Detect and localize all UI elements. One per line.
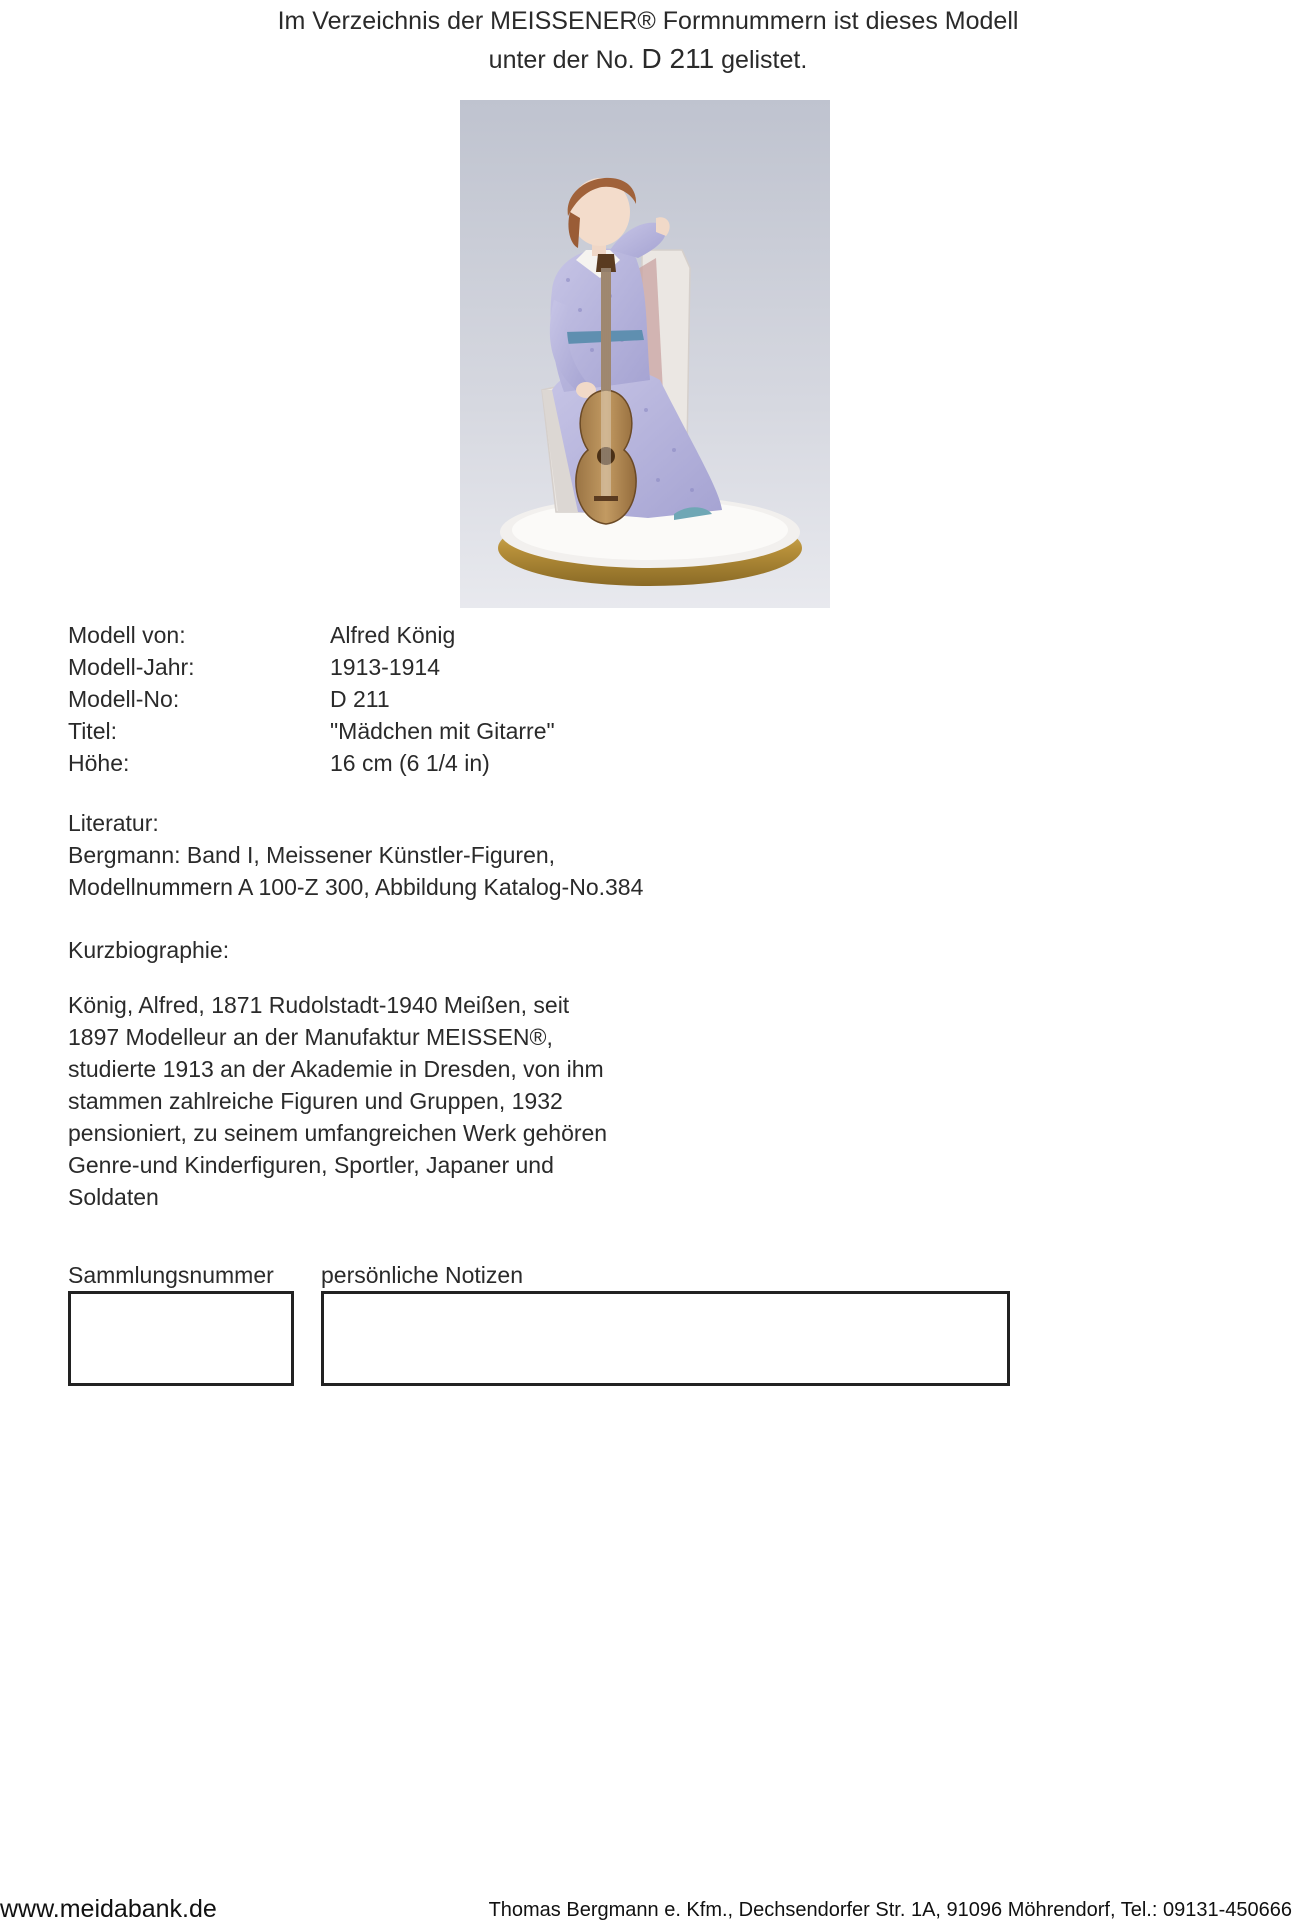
- footer-website: www.meidabank.de: [0, 1895, 217, 1923]
- figurine-photo: [460, 100, 830, 608]
- collection-number-field[interactable]: [68, 1291, 294, 1386]
- detail-label: Höhe:: [68, 750, 130, 776]
- literature-heading: Literatur:: [68, 810, 159, 836]
- header-prefix: unter der No.: [488, 46, 635, 74]
- detail-value: "Mädchen mit Gitarre": [330, 718, 555, 744]
- personal-notes-label: persönliche Notizen: [321, 1262, 524, 1288]
- detail-row-author: [68, 619, 555, 651]
- personal-notes-field[interactable]: [321, 1291, 1010, 1386]
- biography-line: König, Alfred, 1871 Rudolstadt-1940 Meißen, seit: [68, 992, 570, 1018]
- biography-line: stammen zahlreiche Figuren und Gruppen, 1932: [68, 1088, 563, 1114]
- biography-line: 1897 Modelleur an der Manufaktur MEISSEN®,: [68, 1024, 553, 1050]
- footer-address: Thomas Bergmann e. Kfm., Dechsendorfer Str. 1A, 91096 Möhrendorf, Tel.: 09131-450666: [488, 1899, 1292, 1921]
- detail-label: Modell von:: [68, 622, 186, 648]
- figurine-illustration: [460, 100, 830, 608]
- literature-line: Modellnummern A 100-Z 300, Abbildung Katalog-No.384: [68, 874, 644, 900]
- detail-label: Titel:: [68, 718, 117, 744]
- detail-label: Modell-No:: [68, 686, 180, 712]
- collection-number-label: Sammlungsnummer: [68, 1262, 274, 1288]
- detail-row-year: [68, 651, 555, 683]
- detail-row-title: [68, 715, 555, 747]
- detail-value: Alfred König: [330, 622, 456, 648]
- header-suffix: gelistet.: [721, 46, 808, 74]
- literature-line: Bergmann: Band I, Meissener Künstler-Figuren,: [68, 842, 556, 868]
- biography-line: Soldaten: [68, 1184, 159, 1210]
- biography-line: pensioniert, zu seinem umfangreichen Werk gehören: [68, 1120, 608, 1146]
- page-header: [0, 2, 1296, 79]
- header-line-1: Im Verzeichnis der MEISSENER® Formnummern ist dieses Modell: [277, 7, 1019, 35]
- biography-text: [68, 989, 628, 1213]
- detail-row-model-no: [68, 683, 555, 715]
- detail-row-height: [68, 747, 555, 779]
- literature-section: [68, 807, 643, 903]
- biography-line: studierte 1913 an der Akademie in Dresden, von ihm: [68, 1056, 604, 1082]
- header-model-number: D 211: [641, 43, 715, 74]
- detail-label: Modell-Jahr:: [68, 654, 195, 680]
- detail-value: 16 cm (6 1/4 in): [330, 750, 490, 776]
- detail-value: 1913-1914: [330, 654, 440, 680]
- biography-heading: Kurzbiographie:: [68, 937, 230, 963]
- model-details: [68, 619, 555, 779]
- detail-value: D 211: [330, 686, 390, 712]
- header-line-2: [0, 40, 1296, 79]
- biography-line: Genre-und Kinderfiguren, Sportler, Japaner und: [68, 1152, 554, 1178]
